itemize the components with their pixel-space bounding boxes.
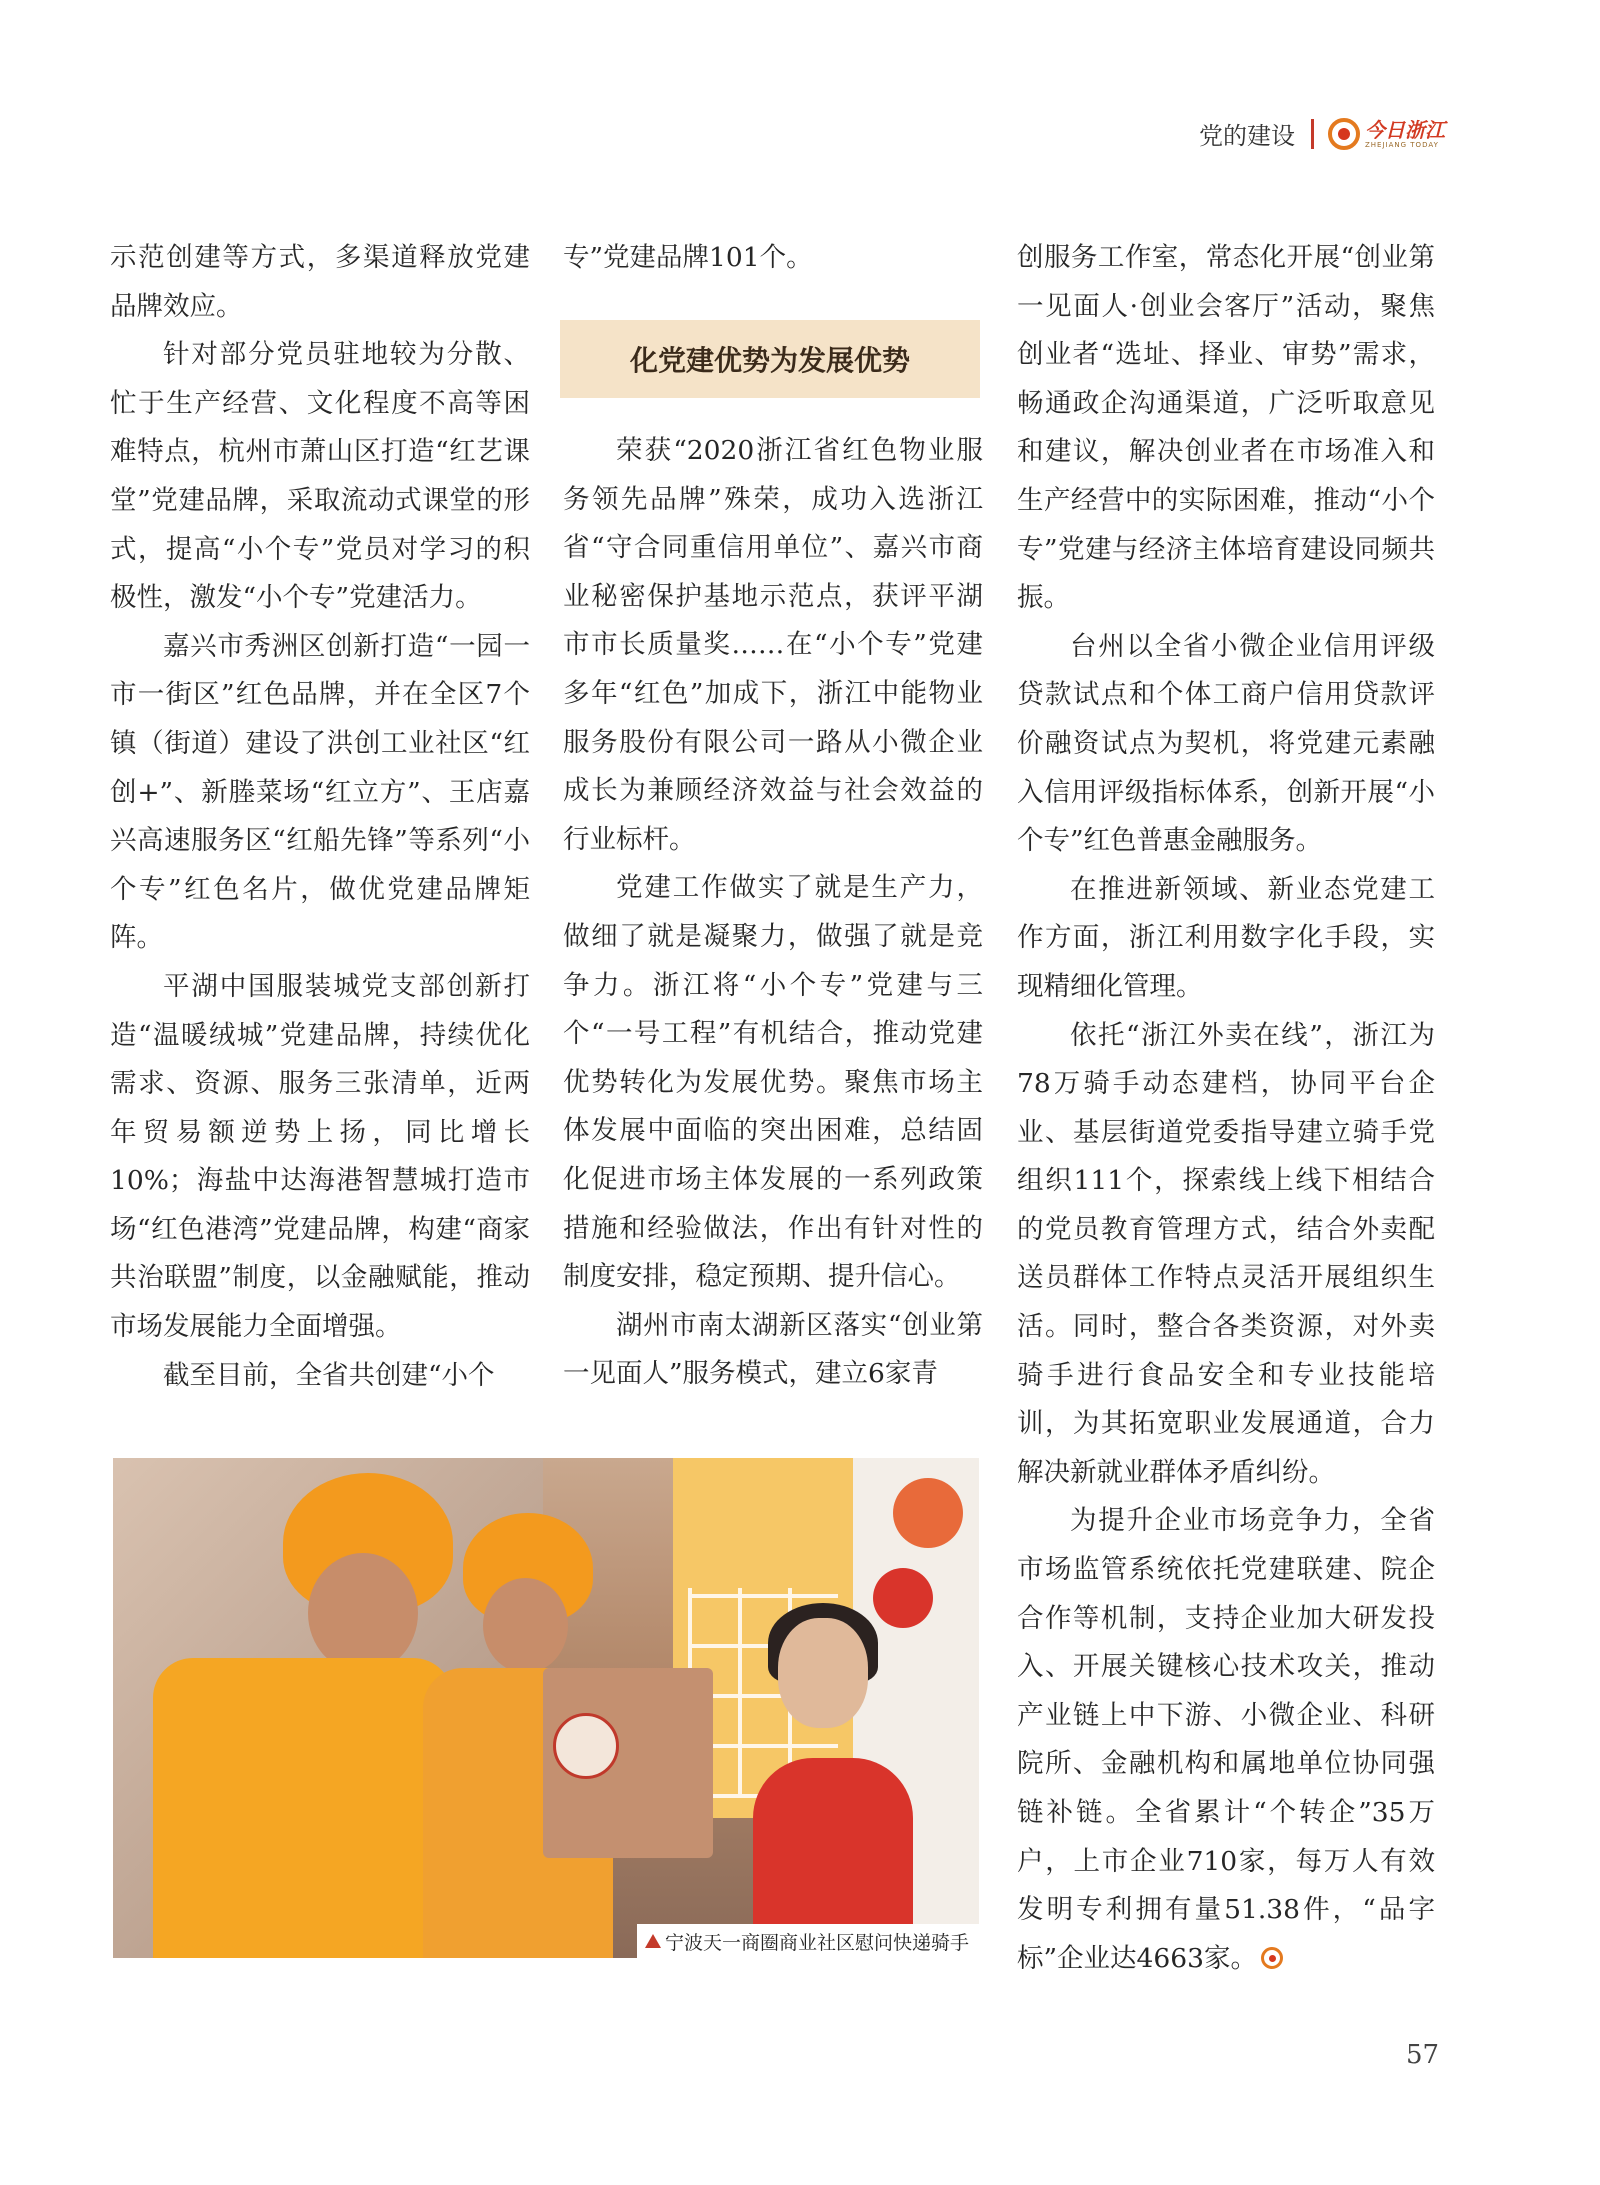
logo-chinese: 今日浙江 — [1365, 117, 1445, 142]
photo-bag-logo — [553, 1713, 619, 1779]
end-mark-icon — [1261, 1947, 1283, 1969]
caption-text: 宁波天一商圈商业社区慰问快递骑手 — [664, 1931, 969, 1954]
column-3 — [1017, 234, 1435, 1983]
column-1 — [110, 234, 530, 1400]
paragraph: 专”党建品牌101个。 — [563, 242, 813, 273]
paragraph: 截至目前，全省共创建“小个 — [163, 1359, 495, 1391]
page-header — [1199, 116, 1445, 151]
section-subheading: 化党建优势为发展优势 — [560, 320, 980, 398]
photo-caption — [637, 1924, 979, 1958]
paragraph: 依托“浙江外卖在线”，浙江为78万骑手动态建档，协同平台企业、基层街道党委指导建立骑手党组织111个，探索线上线下相结合的党员教育管理方式，结合外卖配送员群体工作特点灵活开展组织生活。同时，整合各类资源，对外卖骑手进行食品安全和专业技能培训，为其拓宽职业发展通道，合力解决新就业群体矛盾纠纷。 — [1017, 1019, 1435, 1488]
page-number: 57 — [1406, 2040, 1440, 2070]
photo-volunteer-face — [778, 1618, 868, 1728]
paragraph: 台州以全省小微企业信用评级贷款试点和个体工商户信用贷款评价融资试点为契机，将党建元素融入信用评级指标体系，创新开展“小个专”红色普惠金融服务。 — [1017, 630, 1435, 857]
caption-triangle-icon — [645, 1934, 661, 1948]
paragraph: 创服务工作室，常态化开展“创业第一见面人·创业会客厅”活动，聚焦创业者“选址、择业、审势”需求，畅通政企沟通渠道，广泛听取意见和建议，解决创业者在市场准入和生产经营中的实际困难，推动“小个专”党建与经济主体培育建设同频共振。 — [1017, 242, 1435, 614]
paragraph: 在推进新领域、新业态党建工作方面，浙江利用数字化手段，实现精细化管理。 — [1017, 873, 1435, 1002]
paragraph: 针对部分党员驻地较为分散、忙于生产经营、文化程度不高等困难特点，杭州市萧山区打造“红艺课堂”党建品牌，采取流动式课堂的形式，提高“小个专”党员对学习的积极性，激发“小个专”党建活力。 — [110, 339, 530, 614]
column-2 — [563, 427, 983, 1399]
magazine-logo — [1328, 118, 1445, 150]
section-label: 党的建设 — [1199, 122, 1295, 150]
paragraph: 平湖中国服装城党支部创新打造“温暖绒城”党建品牌，持续优化需求、资源、服务三张清单，近两年贸易额逆势上扬，同比增长10%；海盐中达海港智慧城打造市场“红色港湾”党建品牌，构建“商家共治联盟”制度，以金融赋能，推动市场发展能力全面增强。 — [110, 970, 530, 1343]
paragraph: 为提升企业市场竞争力，全省市场监管系统依托党建联建、院企合作等机制，支持企业加大研发投入、开展关键核心技术攻关，推动产业链上中下游、小微企业、科研院所、金融机构和属地单位协同强链补链。全省累计“个转企”35万户，上市企业710家，每万人有效发明专利拥有量51.38件，“品字标”企业达4663家。 — [1017, 1505, 1435, 1974]
paragraph: 湖州市南太湖新区落实“创业第一见面人”服务模式，建立6家青 — [563, 1309, 983, 1390]
column-2-top — [563, 234, 983, 283]
photo-wall-badge — [873, 1568, 933, 1628]
header-divider — [1311, 119, 1314, 149]
logo-icon — [1328, 118, 1360, 150]
news-photo — [113, 1458, 979, 1958]
photo-rider-face — [308, 1553, 418, 1673]
paragraph: 党建工作做实了就是生产力，做细了就是凝聚力，做强了就是竞争力。浙江将“小个专”党建与三个“一号工程”有机结合，推动党建优势转化为发展优势。聚焦市场主体发展中面临的突出困难，总结固化促进市场主体发展的一系列政策措施和经验做法，作出有针对性的制度安排，稳定预期、提升信心。 — [563, 872, 983, 1293]
paragraph: 嘉兴市秀洲区创新打造“一园一市一街区”红色品牌，并在全区7个镇（街道）建设了洪创工业社区“红创+”、新塍菜场“红立方”、王店嘉兴高速服务区“红船先锋”等系列“小个专”红色名片，做优党建品牌矩阵。 — [110, 630, 530, 954]
photo-rider-face — [483, 1578, 568, 1673]
paragraph: 示范创建等方式，多渠道释放党建品牌效应。 — [110, 242, 530, 322]
logo-english: ZHEJIANG TODAY — [1365, 140, 1439, 149]
photo-rider-jacket — [153, 1658, 453, 1958]
photo-wall-badge — [893, 1478, 963, 1548]
paragraph: 荣获“2020浙江省红色物业服务领先品牌”殊荣，成功入选浙江省“守合同重信用单位”、嘉兴市商业秘密保护基地示范点，获评平湖市市长质量奖……在“小个专”党建多年“红色”加成下，浙江中能物业服务股份有限公司一路从小微企业成长为兼顾经济效益与社会效益的行业标杆。 — [563, 435, 983, 855]
